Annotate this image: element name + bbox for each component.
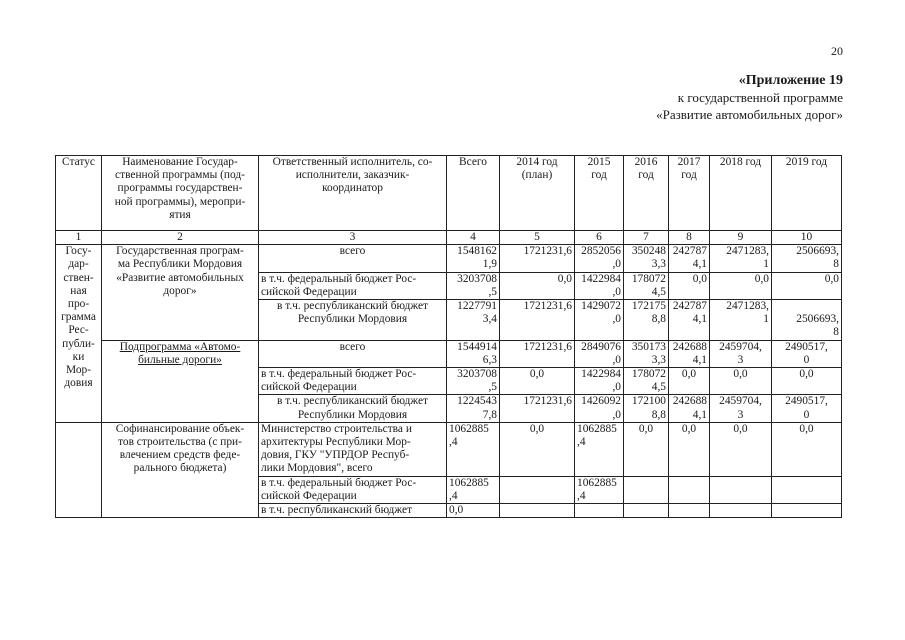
value-cell: 0,0 — [669, 368, 710, 395]
table-row — [56, 245, 842, 272]
status-cell: Госу- дар- ствен- ная про- грамма Рес- публи- ки Мор- довия — [56, 245, 102, 423]
value-cell: 2852056 ,0 — [575, 245, 624, 272]
value-cell: 0,0 — [500, 368, 575, 395]
value-cell: 2490517, 0 — [772, 395, 842, 422]
value-cell: 0,0 — [772, 272, 842, 299]
executor-cell: в т.ч. республиканский бюджет — [259, 504, 447, 518]
header-2017: 2017 год — [669, 156, 710, 231]
value-cell: 1422984 ,0 — [575, 272, 624, 299]
header-2014: 2014 год (план) — [500, 156, 575, 231]
column-index: 2 — [102, 231, 259, 245]
status-empty-cell — [56, 422, 102, 517]
value-cell: 0,0 — [447, 504, 500, 518]
column-index: 7 — [624, 231, 669, 245]
value-cell: 1721231,6 — [500, 300, 575, 341]
header-2019: 2019 год — [772, 156, 842, 231]
value-cell: 2490517, 0 — [772, 340, 842, 367]
value-cell: 350173 3,3 — [624, 340, 669, 367]
value-cell: 2471283, 1 — [710, 300, 772, 341]
value-cell: 2471283, 1 — [710, 245, 772, 272]
value-cell: 172175 8,8 — [624, 300, 669, 341]
page-number: 20 — [831, 44, 843, 58]
value-cell: 1227791 3,4 — [447, 300, 500, 341]
value-cell: 1429072 ,0 — [575, 300, 624, 341]
value-cell: 0,0 — [710, 368, 772, 395]
value-cell: 1062885 ,4 — [575, 476, 624, 503]
executor-cell: в т.ч. республиканский бюджет Республики Мордовия — [259, 300, 447, 341]
budget-table — [55, 155, 842, 518]
value-cell — [500, 476, 575, 503]
value-cell: 0,0 — [669, 272, 710, 299]
measure-name-cell: Софинансирование объек- тов строительства (с при- влечением средств феде- рального бюджета) — [102, 422, 259, 517]
value-cell: 0,0 — [710, 422, 772, 476]
value-cell — [710, 504, 772, 518]
header-2018: 2018 год — [710, 156, 772, 231]
value-cell — [772, 504, 842, 518]
table-row — [56, 340, 842, 367]
executor-cell: в т.ч. федеральный бюджет Рос- сийской Федерации — [259, 368, 447, 395]
value-cell — [669, 504, 710, 518]
column-index: 5 — [500, 231, 575, 245]
value-cell: 1062885 ,4 — [447, 422, 500, 476]
value-cell — [710, 476, 772, 503]
value-cell: 2459704, 3 — [710, 340, 772, 367]
value-cell: 242787 4,1 — [669, 300, 710, 341]
value-cell: 1721231,6 — [500, 245, 575, 272]
value-cell: 1544914 6,3 — [447, 340, 500, 367]
value-cell: 2459704, 3 — [710, 395, 772, 422]
appendix-title: «Приложение 19 — [738, 73, 843, 88]
header-2015: 2015 год — [575, 156, 624, 231]
value-cell: 1426092 ,0 — [575, 395, 624, 422]
column-index: 1 — [56, 231, 102, 245]
program-name-cell: Государственная програм- ма Республики Мордовия «Развитие автомобильных дорог» — [102, 245, 259, 340]
column-index: 6 — [575, 231, 624, 245]
value-cell — [772, 476, 842, 503]
value-cell: 0,0 — [500, 272, 575, 299]
value-cell — [500, 504, 575, 518]
executor-cell: в т.ч. федеральный бюджет Рос- сийской Федерации — [259, 476, 447, 503]
value-cell: 3203708 ,5 — [447, 272, 500, 299]
value-cell: 178072 4,5 — [624, 368, 669, 395]
subprogram-name-cell: Подпрограмма «Автомо- бильные дороги» — [102, 340, 259, 422]
value-cell — [624, 476, 669, 503]
value-cell: 3203708 ,5 — [447, 368, 500, 395]
value-cell: 0,0 — [669, 422, 710, 476]
value-cell: 242787 4,1 — [669, 245, 710, 272]
column-index: 4 — [447, 231, 500, 245]
executor-cell: Министерство строительства и архитектуры Республики Мор- довия, ГКУ "УПРДОР Респуб- лики Мордовия", всего — [259, 422, 447, 476]
header-executor: Ответственный исполнитель, со- исполнители, заказчик- координатор — [259, 156, 447, 231]
appendix-subtitle-line2: «Развитие автомобильных дорог» — [656, 107, 843, 122]
value-cell: 178072 4,5 — [624, 272, 669, 299]
value-cell: 1721231,6 — [500, 340, 575, 367]
value-cell: 0,0 — [772, 368, 842, 395]
value-cell: 1224543 7,8 — [447, 395, 500, 422]
value-cell: 242688 4,1 — [669, 395, 710, 422]
value-cell: 242688 4,1 — [669, 340, 710, 367]
value-cell: 172100 8,8 — [624, 395, 669, 422]
header-name: Наименование Государ- ственной программы (под- программы государствен- ной программы), меропри- ятия — [102, 156, 259, 231]
value-cell — [575, 504, 624, 518]
value-cell: 2506693, 8 — [772, 245, 842, 272]
column-index: 3 — [259, 231, 447, 245]
column-index: 10 — [772, 231, 842, 245]
value-cell: 0,0 — [624, 422, 669, 476]
header-row — [56, 156, 842, 231]
value-cell: 350248 3,3 — [624, 245, 669, 272]
value-cell: 2506693, 8 — [772, 300, 842, 341]
value-cell: 2849076 ,0 — [575, 340, 624, 367]
table-row — [56, 422, 842, 476]
value-cell: 1422984 ,0 — [575, 368, 624, 395]
column-index: 8 — [669, 231, 710, 245]
value-cell: 1721231,6 — [500, 395, 575, 422]
appendix-subtitle-line1: к государственной программе — [677, 90, 843, 105]
value-cell: 0,0 — [710, 272, 772, 299]
executor-cell: в т.ч. республиканский бюджет Республики Мордовия — [259, 395, 447, 422]
header-2016: 2016 год — [624, 156, 669, 231]
column-index: 9 — [710, 231, 772, 245]
value-cell: 1062885 ,4 — [575, 422, 624, 476]
column-index-row — [56, 231, 842, 245]
executor-cell: всего — [259, 340, 447, 367]
value-cell: 0,0 — [500, 422, 575, 476]
appendix-header — [423, 72, 843, 123]
executor-cell: всего — [259, 245, 447, 272]
header-status: Статус — [56, 156, 102, 231]
value-cell: 1062885 ,4 — [447, 476, 500, 503]
executor-cell: в т.ч. федеральный бюджет Рос- сийской Федерации — [259, 272, 447, 299]
value-cell: 1548162 1,9 — [447, 245, 500, 272]
header-total: Всего — [447, 156, 500, 231]
value-cell — [669, 476, 710, 503]
value-cell: 0,0 — [772, 422, 842, 476]
value-cell — [624, 504, 669, 518]
